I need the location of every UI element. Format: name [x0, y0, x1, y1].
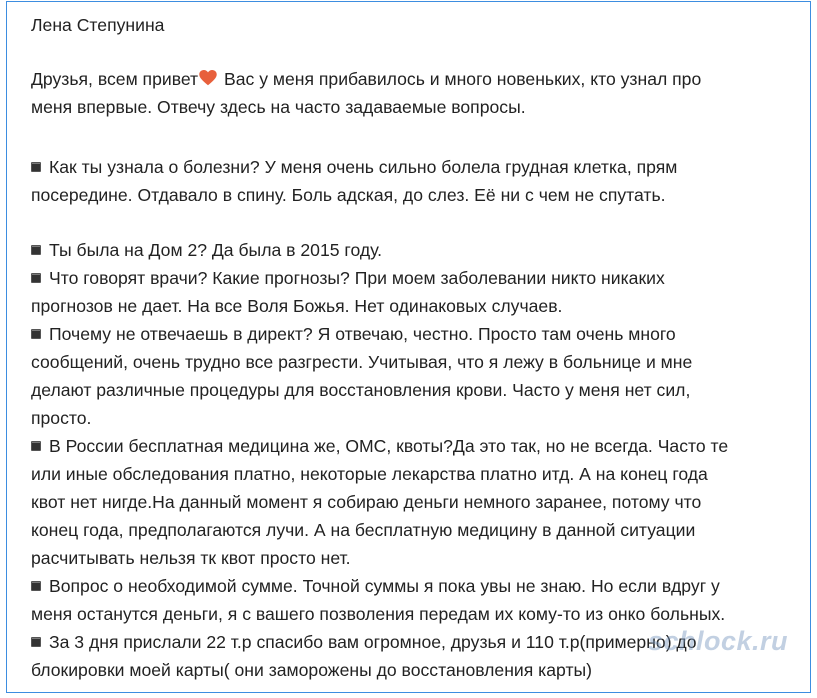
- bullet-icon: [31, 273, 41, 283]
- intro-line-1: Друзья, всем привет Вас у меня прибавилось и много новеньких, кто узнал про: [31, 69, 702, 89]
- faq-item: [31, 153, 677, 209]
- faq-item-text: расчитывать нельзя тк квот просто нет.: [31, 548, 351, 568]
- faq-item: [31, 320, 692, 432]
- intro-paragraph: [31, 65, 701, 121]
- faq-item: [31, 432, 728, 572]
- author-name: Лена Степунина: [31, 15, 165, 35]
- faq-item-text: Почему не отвечаешь в директ? Я отвечаю, честно. Просто там очень много: [49, 324, 676, 344]
- faq-item-text: сообщений, очень трудно все разгрести. Учитывая, что я лежу в больнице и мне: [31, 352, 693, 372]
- faq-item-text: меня останутся деньги, я с вашего позволения передам их кому-то из онко больных.: [31, 604, 726, 624]
- bullet-icon: [31, 329, 41, 339]
- faq-item-text: блокировки моей карты( они заморожены до восстановления карты): [31, 660, 593, 680]
- faq-item-text: посередине. Отдавало в спину. Боль адская, до слез. Её ни с чем не спутать.: [31, 185, 666, 205]
- faq-item-text: прогнозов не дает. На все Воля Божья. Нет одинаковых случаев.: [31, 296, 563, 316]
- faq-item-text: или иные обследования платно, некоторые лекарства платно итд. А на конец года: [31, 464, 708, 484]
- post-frame: [6, 1, 811, 693]
- faq-item: [31, 264, 665, 320]
- faq-item-text: Ты была на Дом 2? Да была в 2015 году.: [49, 240, 383, 260]
- faq-item: [31, 236, 382, 264]
- faq-item-text: делают различные процедуры для восстановления крови. Часто у меня нет сил,: [31, 380, 691, 400]
- faq-item-text: Как ты узнала о болезни? У меня очень сильно болела грудная клетка, прям: [49, 157, 678, 177]
- faq-item-text: В России бесплатная медицина же, ОМС, квоты?Да это так, но не всегда. Часто те: [49, 436, 729, 456]
- bullet-icon: [31, 245, 41, 255]
- faq-item-text: просто.: [31, 408, 92, 428]
- bullet-icon: [31, 581, 41, 591]
- faq-item: [31, 628, 697, 684]
- faq-item-text: За 3 дня прислали 22 т.р спасибо вам огромное, друзья и 110 т.р(примерно) до: [49, 632, 697, 652]
- bullet-icon: [31, 162, 41, 172]
- heart-icon: [199, 70, 217, 86]
- faq-item-text: Что говорят врачи? Какие прогнозы? При моем заболевании никто никаких: [49, 268, 665, 288]
- intro-line-2: меня впервые. Отвечу здесь на часто задаваемые вопросы.: [31, 97, 526, 117]
- faq-item-text: Вопрос о необходимой сумме. Точной суммы я пока увы не знаю. Но если вдруг у: [49, 576, 720, 596]
- faq-item-text: квот нет нигде.На данный момент я собираю деньги немного заранее, потому что: [31, 492, 702, 512]
- bullet-icon: [31, 637, 41, 647]
- faq-item-text: конец года, предполагаются лучи. А на бесплатную медицину в данной ситуации: [31, 520, 696, 540]
- bullet-icon: [31, 441, 41, 451]
- faq-item: [31, 572, 725, 628]
- watermark: schlock.ru: [648, 626, 789, 656]
